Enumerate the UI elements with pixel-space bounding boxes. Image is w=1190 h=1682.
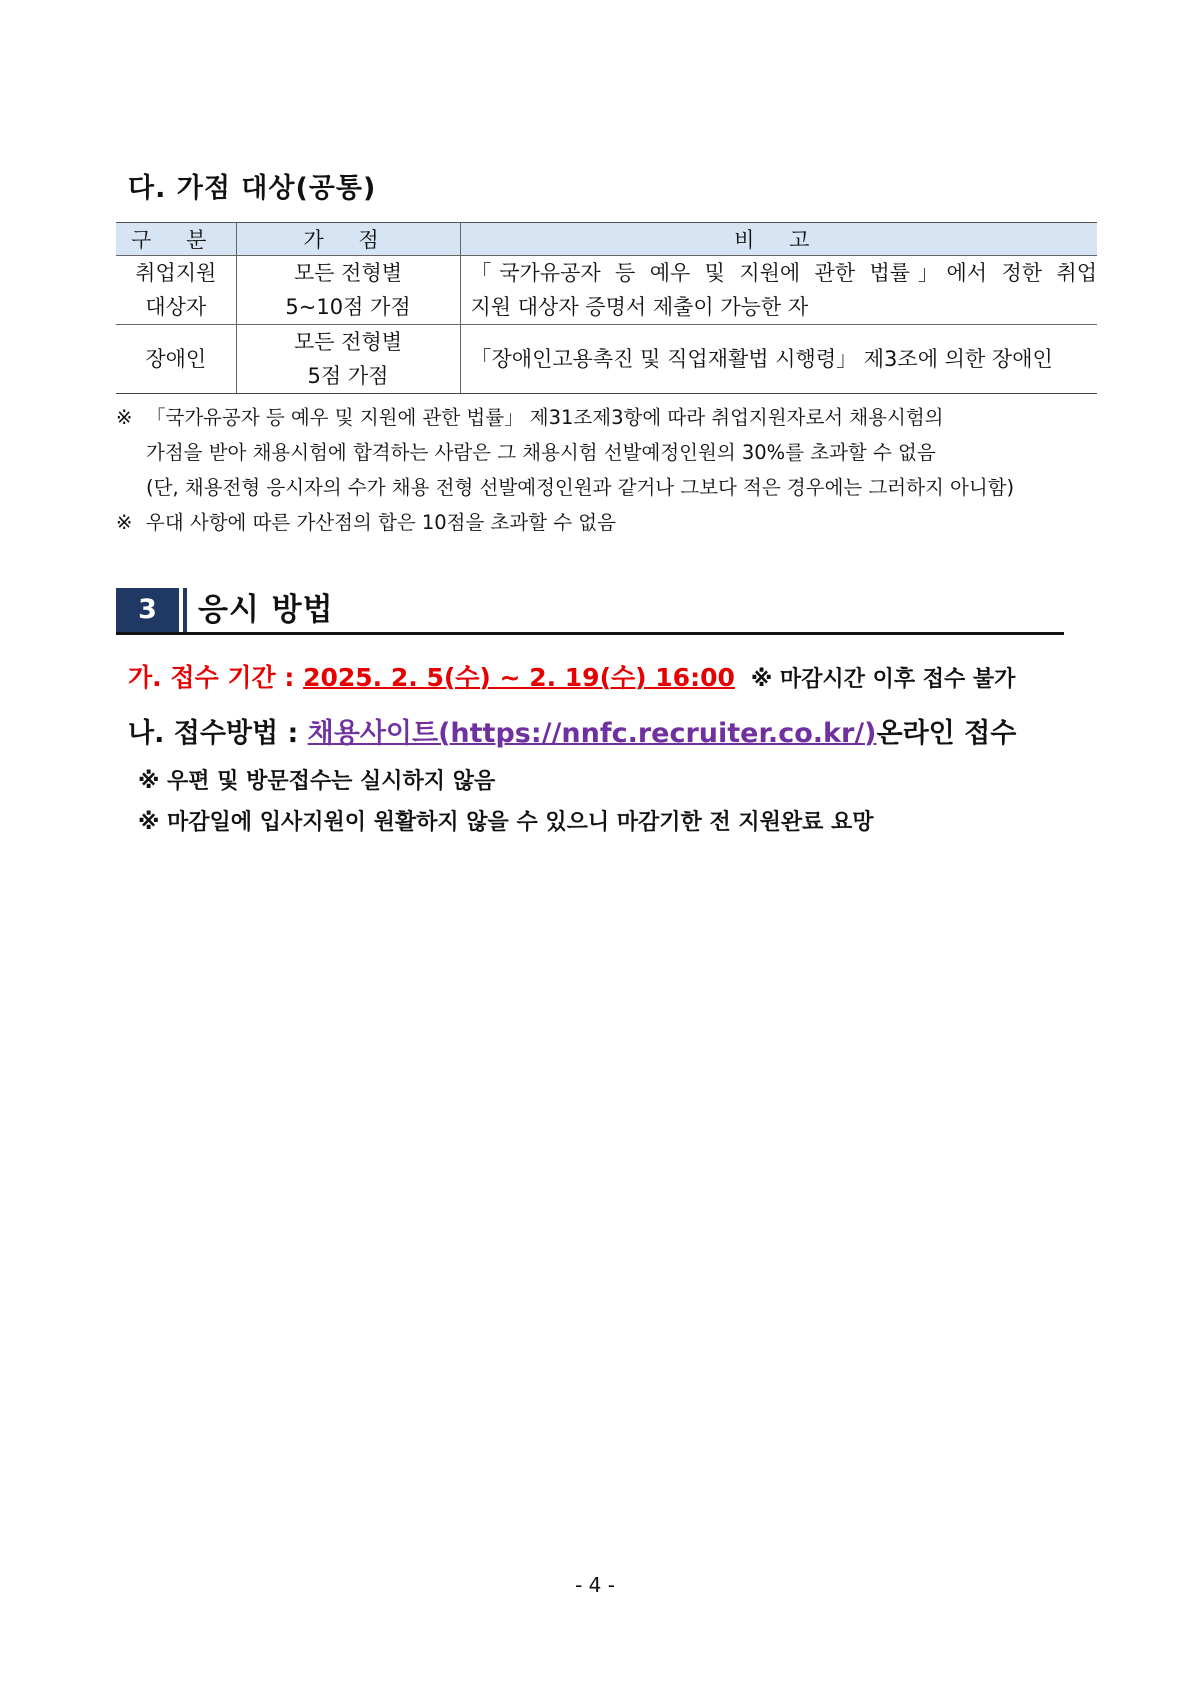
header-points: 가 점	[236, 223, 460, 256]
note1-text3: (단, 채용전형 응시자의 수가 채용 전형 선발예정인원과 같거나 그보다 적은 경우에는 그러하지 아니함)	[146, 476, 1015, 499]
application-info	[128, 651, 1088, 843]
row1-points	[236, 256, 460, 325]
section-header	[116, 588, 1064, 635]
table-header-row	[116, 223, 1097, 256]
period-note: ※ 마감시간 이후 접수 불가	[750, 667, 1016, 692]
section-title: 응시 방법	[198, 592, 334, 628]
row2-points	[236, 325, 460, 394]
row1-category-line2: 대상자	[145, 295, 207, 319]
bonus-heading: 다. 가점 대상(공통)	[128, 173, 377, 204]
row1-remarks	[460, 256, 1097, 325]
recruit-site-link[interactable]: 채용사이트(https://nnfc.recruiter.co.kr/)	[307, 718, 877, 749]
row1-points-line2: 5~10점 가점	[285, 295, 411, 319]
row2-points-line1: 모든 전형별	[293, 330, 403, 354]
application-period	[128, 651, 1088, 707]
row2-points-line2: 5점 가점	[307, 364, 389, 388]
row1-category-line1: 취업지원	[135, 261, 217, 285]
table-row	[116, 325, 1097, 394]
period-label: 가. 접수 기간 :	[128, 663, 304, 692]
header-remarks: 비 고	[460, 223, 1097, 256]
note1-line1	[116, 400, 1076, 435]
note1-line3	[116, 470, 1076, 505]
note2-line	[116, 505, 1076, 540]
row1-remarks-line2: 지원 대상자 증명서 제출이 가능한 자	[470, 295, 809, 319]
method-label: 나. 접수방법 :	[128, 718, 308, 749]
note1-text2: 가점을 받아 채용시험에 합격하는 사람은 그 채용시험 선발예정인원의 30%를 초과할 수 없음	[146, 441, 936, 464]
row2-remarks-line1: 「장애인고용촉진 및 직업재활법 시행령」 제3조에 의한 장애인	[470, 347, 1053, 371]
header-category: 구 분	[116, 223, 236, 256]
note2-text: 우대 사항에 따른 가산점의 합은 10점을 초과할 수 없음	[146, 511, 616, 534]
row1-category	[116, 256, 236, 325]
row2-category-line1: 장애인	[145, 347, 207, 371]
period-value: 2025. 2. 5(수) ~ 2. 19(수) 16:00	[303, 663, 735, 692]
note1-line2	[116, 435, 1076, 470]
table-notes	[116, 400, 1076, 540]
method-suffix: 온라인 접수	[876, 718, 1017, 749]
note1-text1: 「국가유공자 등 예우 및 지원에 관한 법률」 제31조제3항에 따라 취업지원자로서 채용시험의	[146, 406, 944, 429]
row2-remarks	[460, 325, 1097, 394]
reference-mark-icon: ※	[116, 406, 133, 429]
application-method	[128, 707, 1088, 761]
row1-remarks-line1: 「국가유공자 등 예우 및 지원에 관한 법률」에서 정한 취업	[470, 261, 1097, 285]
reference-mark-icon: ※	[116, 511, 133, 534]
sub-note-1: ※ 우편 및 방문접수는 실시하지 않음	[138, 769, 496, 794]
row2-category	[116, 325, 236, 394]
page-number: - 4 -	[575, 1573, 615, 1597]
table-row	[116, 256, 1097, 325]
row1-points-line1: 모든 전형별	[293, 261, 403, 285]
bonus-table	[116, 222, 1097, 394]
sub-note-2: ※ 마감일에 입사지원이 원활하지 않을 수 있으니 마감기한 전 지원완료 요망	[138, 810, 874, 835]
section-number-badge: 3	[116, 588, 179, 632]
